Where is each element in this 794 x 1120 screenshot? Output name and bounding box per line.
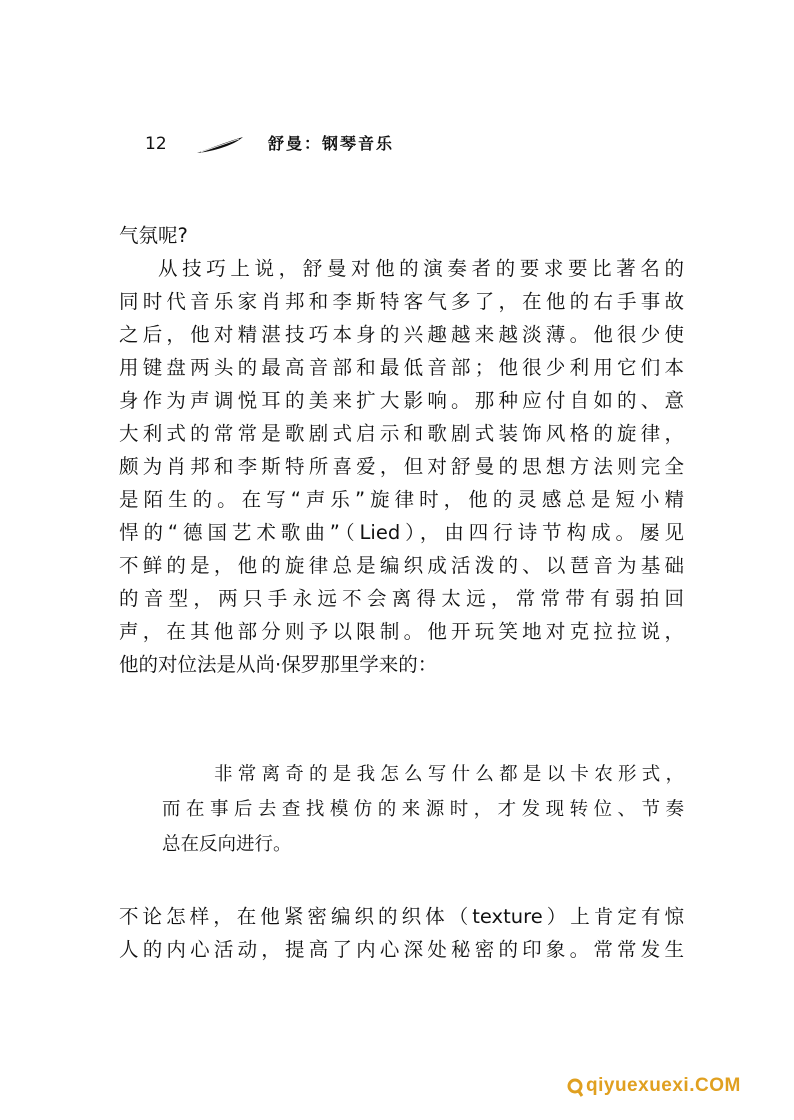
text-line: 不论怎样，在他紧密编织的织体（texture）上肯定有惊 <box>119 905 684 928</box>
text-line: 身作为声调悦耳的美来扩大影响。那种应付自如的、意 <box>119 389 684 412</box>
quill-icon <box>195 135 245 155</box>
running-title: 舒曼：钢琴音乐 <box>268 134 395 153</box>
quote-line: 总在反向进行。 <box>162 834 292 855</box>
text-line: 声，在其他部分则予以限制。他开玩笑地对克拉拉说， <box>119 620 684 643</box>
text-line: 是陌生的。在写“声乐”旋律时，他的灵感总是短小精 <box>119 488 684 511</box>
watermark-text: qiyuexuexi.COM <box>586 1075 741 1096</box>
text-line: 的音型，两只手永远不会离得太远，常常带有弱拍回 <box>119 587 684 610</box>
page-number: 12 <box>145 134 167 154</box>
text-line: 颇为肖邦和李斯特所喜爱，但对舒曼的思想方法则完全 <box>119 455 684 478</box>
text-line: 他的对位法是从尚·保罗那里学来的： <box>119 653 438 676</box>
block-quote <box>162 757 684 862</box>
watermark-logo-icon <box>566 1077 584 1097</box>
closing-text <box>119 900 684 966</box>
quote-line: 非常离奇的是我怎么写什么都是以卡农形式， <box>214 764 684 785</box>
text-line: 悍的“德国艺术歌曲”（Lied），由四行诗节构成。屡见 <box>119 521 684 544</box>
text-line: 大利式的常常是歌剧式启示和歌剧式装饰风格的旋律， <box>119 422 684 445</box>
quote-line: 而在事后去查找模仿的来源时，才发现转位、节奏 <box>162 799 684 820</box>
text-line: 之后，他对精湛技巧本身的兴趣越来越淡薄。他很少使 <box>119 323 684 346</box>
text-line: 气氛呢? <box>119 224 188 247</box>
text-line: 同时代音乐家肖邦和李斯特客气多了，在他的右手事故 <box>119 290 684 313</box>
site-watermark <box>566 1073 766 1103</box>
text-line: 用键盘两头的最高音部和最低音部；他很少利用它们本 <box>119 356 684 379</box>
body-text <box>119 219 684 681</box>
text-line: 从技巧上说，舒曼对他的演奏者的要求要比著名的 <box>158 257 684 280</box>
text-line: 人的内心活动，提高了内心深处秘密的印象。常常发生 <box>119 938 684 961</box>
text-line: 不鲜的是，他的旋律总是编织成活泼的、以琶音为基础 <box>119 554 684 577</box>
